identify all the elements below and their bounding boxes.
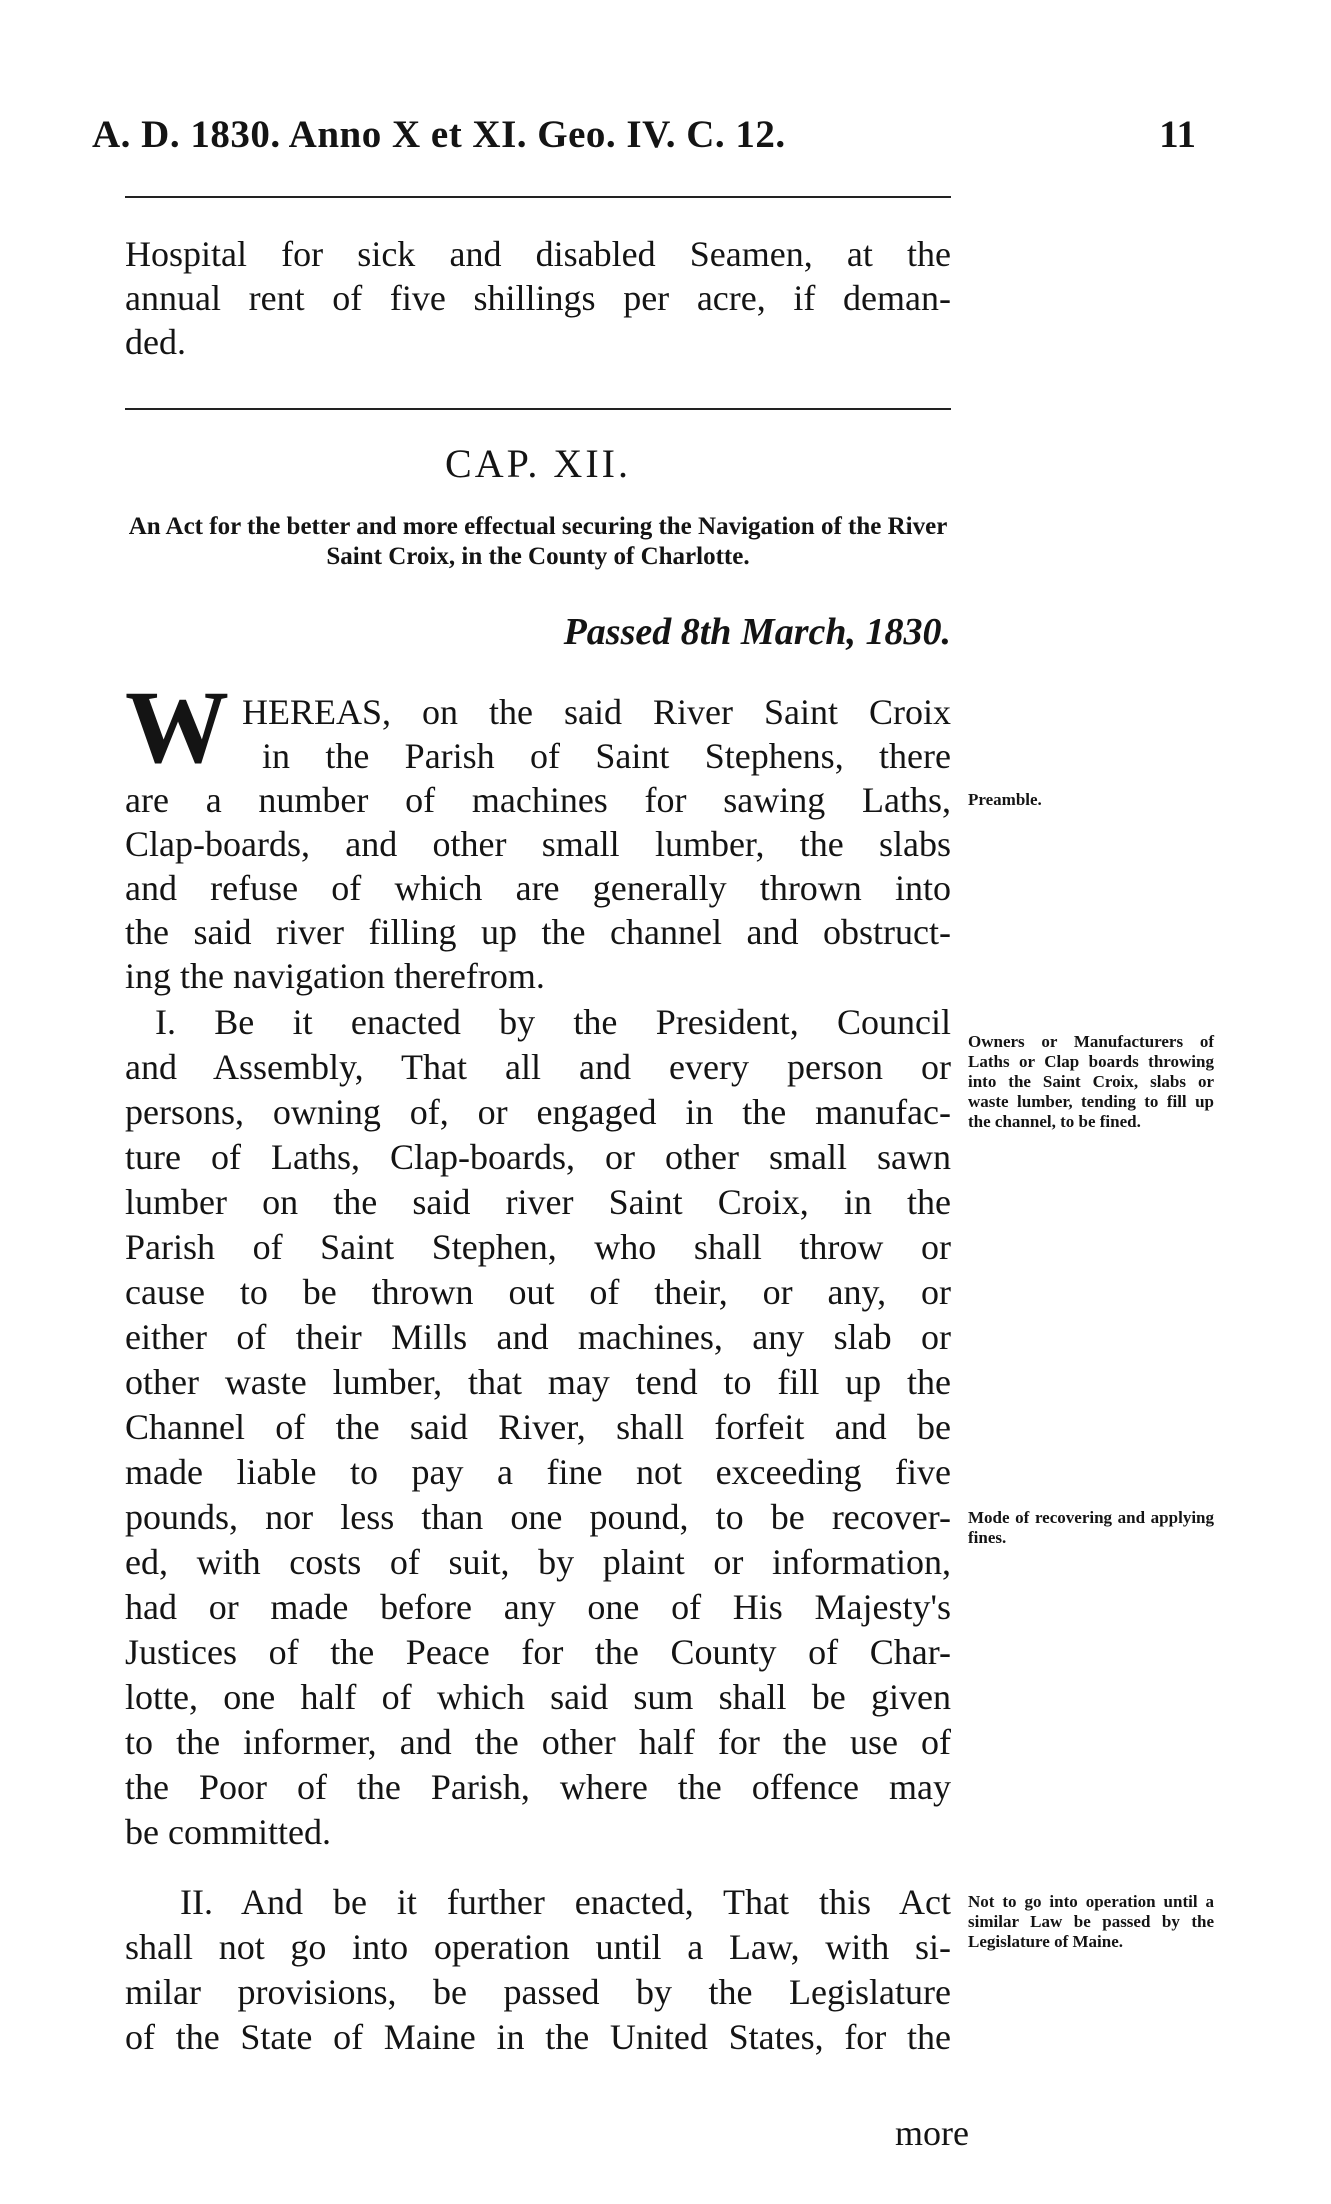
chapter-title: CAP. XII.: [445, 441, 631, 486]
text-line: either of their Mills and machines, any slab or: [125, 1317, 951, 1357]
text-line: ing the navigation therefrom.: [125, 956, 545, 996]
catchword: more: [895, 2113, 969, 2153]
text-line: Parish of Saint Stephen, who shall throw or: [125, 1227, 951, 1267]
text-line: Justices of the Peace for the County of Char-: [125, 1632, 951, 1672]
text-line: cause to be thrown out of their, or any, or: [125, 1272, 951, 1312]
margin-note-owners: Owners or Manufacturers of Laths or Clap boards throwing into the Saint Croix, slabs or waste lumber, tending to fill up the channel, to be fined.: [968, 1032, 1214, 1131]
text-line: I. Be it enacted by the President, Council: [155, 1002, 951, 1042]
text-line: of the State of Maine in the United States, for the: [125, 2017, 951, 2057]
text-line: ded.: [125, 322, 186, 362]
text-line: other waste lumber, that may tend to fill up the: [125, 1362, 951, 1402]
section-rule: [125, 408, 951, 410]
text-line: milar provisions, be passed by the Legislature: [125, 1972, 951, 2012]
running-head: A. D. 1830. Anno X et XI. Geo. IV. C. 12.: [92, 113, 786, 156]
text-line: are a number of machines for sawing Laths,: [125, 780, 951, 820]
text-line: II. And be it further enacted, That this Act: [180, 1882, 951, 1922]
text-line: the said river filling up the channel and obstruct-: [125, 912, 951, 952]
text-line: ture of Laths, Clap-boards, or other small sawn: [125, 1137, 951, 1177]
text-line: and refuse of which are generally thrown into: [125, 868, 951, 908]
text-line: Clap-boards, and other small lumber, the slabs: [125, 824, 951, 864]
margin-note-preamble: Preamble.: [968, 790, 1042, 809]
text-line: and Assembly, That all and every person or: [125, 1047, 951, 1087]
page-number: 11: [1159, 113, 1196, 156]
margin-note-maine: Not to go into operation until a similar Law be passed by the Legislature of Maine.: [968, 1892, 1214, 1951]
text-line: made liable to pay a fine not exceeding five: [125, 1452, 951, 1492]
margin-note-mode: Mode of recovering and applying fines.: [968, 1508, 1214, 1547]
text-line: persons, owning of, or engaged in the manufac-: [125, 1092, 951, 1132]
passed-date: Passed 8th March, 1830.: [563, 611, 951, 653]
running-header: [92, 112, 1196, 162]
text-line: pounds, nor less than one pound, to be recover-: [125, 1497, 951, 1537]
text-line: in the Parish of Saint Stephens, there: [262, 736, 951, 776]
text-line: lumber on the said river Saint Croix, in the: [125, 1182, 951, 1222]
text-line: ed, with costs of suit, by plaint or information,: [125, 1542, 951, 1582]
text-line: the Poor of the Parish, where the offence may: [125, 1767, 951, 1807]
text-line: lotte, one half of which said sum shall be given: [125, 1677, 951, 1717]
text-line: Channel of the said River, shall forfeit and be: [125, 1407, 951, 1447]
text-line: be committed.: [125, 1812, 331, 1852]
text-line: Hospital for sick and disabled Seamen, at the: [125, 234, 951, 274]
text-line: shall not go into operation until a Law, with si-: [125, 1927, 951, 1967]
text-line: annual rent of five shillings per acre, if deman-: [125, 278, 951, 318]
chapter-description: An Act for the better and more effectual securing the Navigation of the River Saint Croix, in the County of Charlotte.: [128, 513, 948, 570]
header-rule: [125, 196, 951, 198]
drop-cap: W: [125, 670, 229, 785]
text-line: to the informer, and the other half for the use of: [125, 1722, 951, 1762]
text-line: HEREAS, on the said River Saint Croix: [242, 692, 951, 732]
text-line: had or made before any one of His Majesty's: [125, 1587, 951, 1627]
